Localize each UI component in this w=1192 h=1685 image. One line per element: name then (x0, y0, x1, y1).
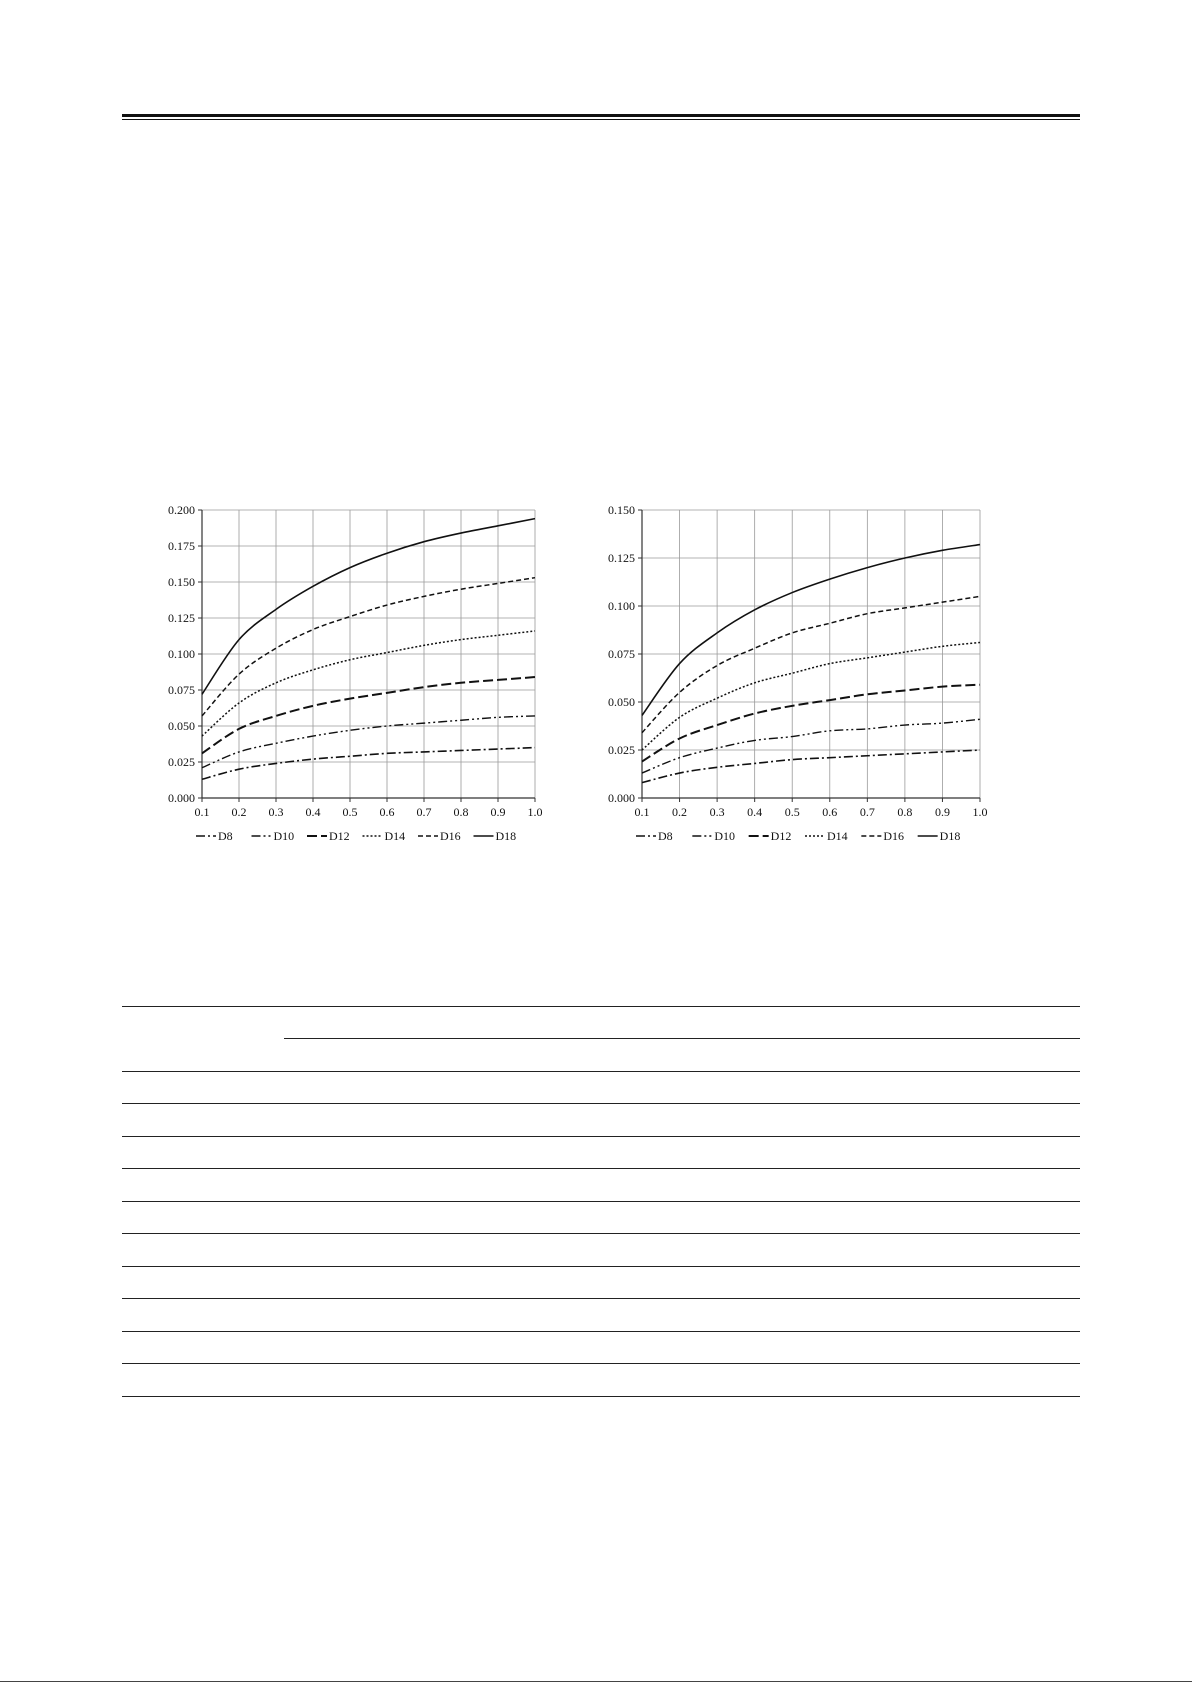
x-tick-label: 0.4 (305, 805, 321, 819)
legend-label: D12 (770, 829, 792, 843)
y-tick-label: 0.075 (168, 683, 195, 697)
series-line-d8 (202, 748, 535, 780)
table-row-rule (122, 1298, 1080, 1299)
y-tick-label: 0.175 (168, 539, 195, 553)
legend-label: D14 (827, 829, 848, 843)
x-tick-label: 0.7 (859, 805, 875, 819)
chart-right (590, 500, 1010, 860)
y-tick-label: 0.075 (608, 647, 635, 661)
series-line-d10 (642, 719, 980, 773)
x-tick-label: 0.5 (784, 805, 800, 819)
table-row-rule (122, 1168, 1080, 1169)
table-row-rule (122, 1331, 1080, 1332)
x-tick-label: 0.6 (822, 805, 838, 819)
y-tick-label: 0.150 (168, 575, 195, 589)
y-tick-label: 0.200 (168, 503, 195, 517)
table-row-rule (122, 1103, 1080, 1104)
table-row-rule (122, 1363, 1080, 1364)
x-tick-label: 0.1 (194, 805, 210, 819)
header-rule (122, 114, 1080, 117)
y-tick-label: 0.025 (608, 743, 635, 757)
x-tick-label: 0.7 (416, 805, 432, 819)
series-line-d16 (642, 596, 980, 732)
x-tick-label: 0.9 (490, 805, 506, 819)
x-tick-label: 0.9 (934, 805, 950, 819)
x-tick-label: 1.0 (527, 805, 543, 819)
x-tick-label: 0.8 (897, 805, 913, 819)
y-tick-label: 0.100 (608, 599, 635, 613)
x-tick-label: 0.3 (268, 805, 284, 819)
table-row-rule (122, 1201, 1080, 1202)
table-row-rule (122, 1136, 1080, 1137)
x-tick-label: 0.4 (747, 805, 763, 819)
x-tick-label: 0.6 (379, 805, 395, 819)
table-row-rule (122, 1266, 1080, 1267)
chart-left-svg (160, 500, 560, 860)
y-tick-label: 0.000 (168, 791, 195, 805)
legend-label: D8 (218, 829, 233, 843)
footer-rule (0, 1681, 1192, 1682)
legend-label: D18 (939, 829, 961, 843)
legend-label: D16 (440, 829, 461, 843)
y-tick-label: 0.125 (168, 611, 195, 625)
x-tick-label: 1.0 (972, 805, 988, 819)
table-bottom-rule (122, 1396, 1080, 1397)
y-tick-label: 0.150 (608, 503, 635, 517)
table-header-subrule (284, 1038, 1080, 1039)
series-line-d18 (642, 545, 980, 716)
x-tick-label: 0.5 (342, 805, 358, 819)
legend-label: D18 (495, 829, 517, 843)
legend-label: D10 (273, 829, 295, 843)
y-tick-label: 0.050 (168, 719, 195, 733)
legend-label: D16 (883, 829, 905, 843)
series-line-d18 (202, 519, 535, 695)
y-tick-label: 0.025 (168, 755, 195, 769)
series-line-d12 (202, 677, 535, 753)
chart-right-svg (590, 500, 1010, 860)
x-tick-label: 0.3 (709, 805, 725, 819)
table-row-rule (122, 1071, 1080, 1072)
x-tick-label: 0.1 (634, 805, 650, 819)
chart-left (160, 500, 560, 860)
series-line-d8 (642, 750, 980, 783)
legend-label: D8 (658, 829, 673, 843)
table-row-rule (122, 1233, 1080, 1234)
x-tick-label: 0.2 (672, 805, 688, 819)
x-tick-label: 0.2 (231, 805, 247, 819)
y-tick-label: 0.125 (608, 551, 635, 565)
legend-label: D14 (384, 829, 406, 843)
y-tick-label: 0.050 (608, 695, 635, 709)
y-tick-label: 0.100 (168, 647, 195, 661)
y-tick-label: 0.000 (608, 791, 635, 805)
legend-label: D10 (714, 829, 736, 843)
table-top-rule (122, 1006, 1080, 1007)
header-rule-thin (122, 119, 1080, 120)
x-tick-label: 0.8 (453, 805, 469, 819)
legend-label: D12 (329, 829, 350, 843)
series-line-d14 (202, 631, 535, 736)
